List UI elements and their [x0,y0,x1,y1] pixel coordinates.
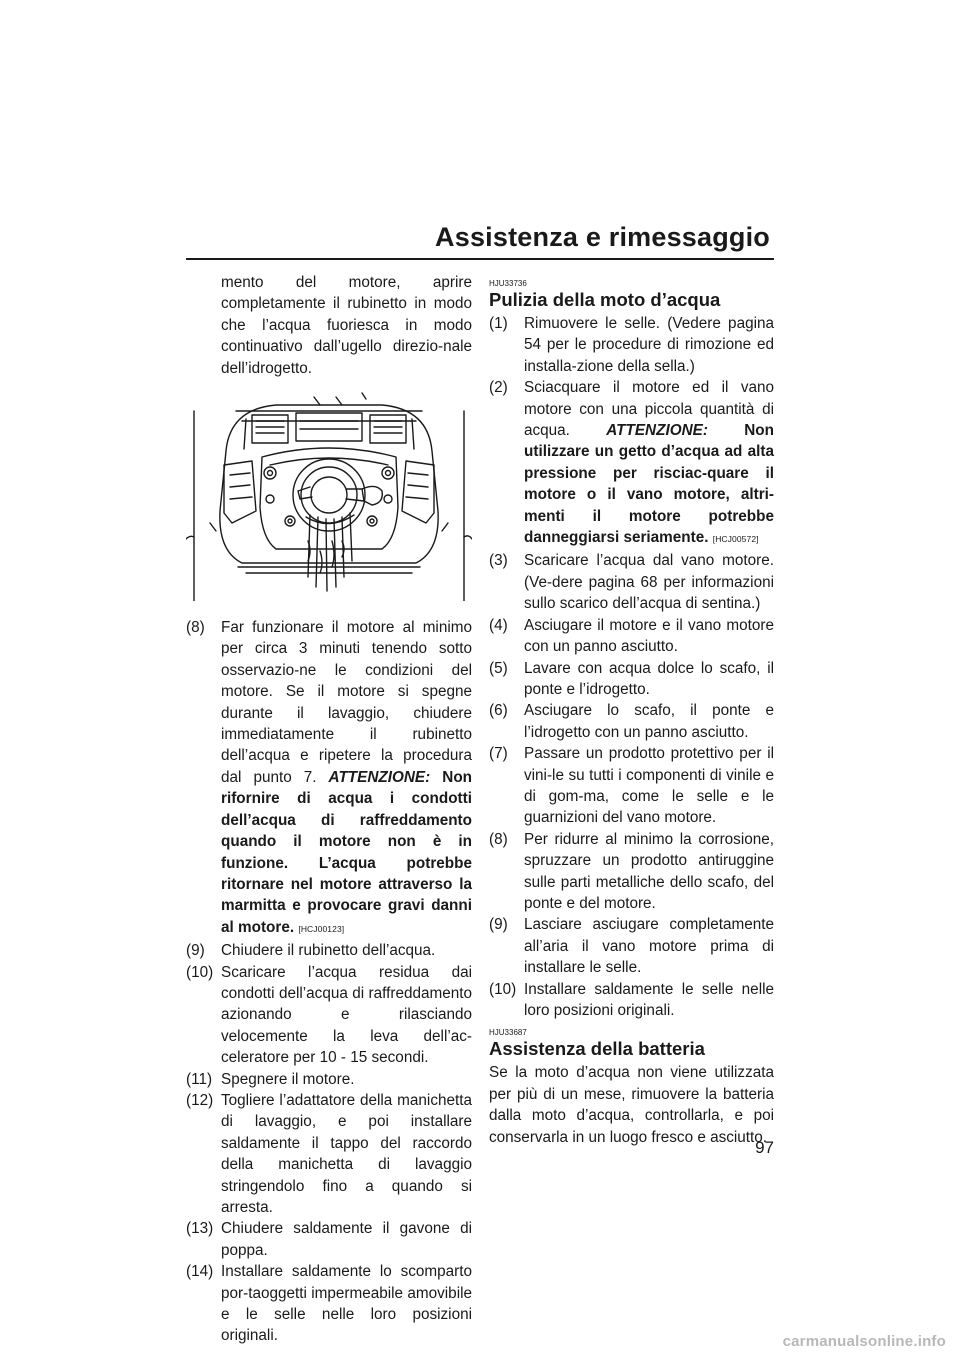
step-text: Scaricare l’acqua dal vano motore. (Ve-dere pagina 68 per informazioni sullo scarico dell’acqua di sentina.) [524,552,774,613]
clean-step-3 [489,550,774,614]
step-12 [186,1090,472,1218]
step-text: Scaricare l’acqua residua dai condotti dell’acqua di raffreddamento azionando e rilasciando velocemente la leva dell’ac-celeratore per 10 - 15 secondi. [221,963,472,1067]
step-number: (10) [489,980,517,998]
step-text: Asciugare il motore e il vano motore con un panno asciutto. [524,616,774,656]
step-number: (8) [489,830,508,848]
step-text: Per ridurre al minimo la corrosione, spruzzare un prodotto antiruggine sulle parti metalliche dello scafo, del ponte e del motore. [524,830,774,912]
step-13 [186,1218,472,1261]
step-text: Rimuovere le selle. (Vedere pagina 54 per le procedure di rimozione ed installa-zione della sella.) [524,315,774,375]
step-9 [186,940,472,961]
step-number: (8) [186,619,205,637]
step-number: (14) [186,1263,214,1281]
step-text: Installare saldamente lo scomparto por-taoggetti impermeabile amovibile e le selle nelle loro posizioni originali. [221,1263,472,1345]
step-number: (13) [186,1220,214,1238]
step-text: Far funzionare il motore al minimo per circa 3 minuti tenendo sotto osservazio-ne le condizioni del motore. Se il motore si spegne durante il lavaggio, chiudere immediatamente il rubinetto dell’acqua e ripetere la procedura dal punto 7. [221,619,472,786]
step-10 [186,962,472,1069]
step-text: Chiudere il rubinetto dell’acqua. [221,942,436,960]
continuation-paragraph: mento del motore, aprire completamente il rubinetto in modo che l’acqua fuoriesca in modo continuativo dall’ugello direzio-nale dell’idrogetto. [221,274,472,377]
caution-lead: ATTENZIONE: [328,768,431,786]
jet-nozzle-flushing-illustration [186,391,472,601]
caution-text: Non rifornire di acqua i condotti dell’acqua di raffreddamento quando il motore non è in funzione. L’acqua potrebbe ritornare nel motore attraverso la marmitta e provocare gravi danni al motore. [221,768,473,936]
step-number: (9) [186,942,205,960]
caution-text: Non utilizzare un getto d’acqua ad alta pressione per risciac-quare il motore o il vano motore, altri-menti il motore potrebbe danneggiarsi seriamente. [524,422,774,547]
clean-step-7 [489,743,774,829]
step-14 [186,1261,472,1347]
section-title-battery: Assistenza della batteria [489,1038,705,1060]
step-text: Lasciare asciugare completamente all’aria il vano motore prima di installare le selle. [524,916,774,977]
step-text: Installare saldamente le selle nelle loro posizioni originali. [524,980,774,1019]
section-title-cleaning: Pulizia della moto d’acqua [489,289,721,310]
step-number: (3) [489,552,508,570]
section-code: HJU33687 [489,1028,527,1038]
page-header-title: Assistenza e rimessaggio [435,222,770,252]
clean-step-6 [489,700,774,743]
left-column [186,272,472,1347]
caution-lead: ATTENZIONE: [606,422,708,440]
right-column [489,272,774,1148]
step-text: Asciugare lo scafo, il ponte e l’idrogetto con un panno asciutto. [524,702,774,741]
step-8 [186,617,472,940]
step-text: Passare un prodotto protettivo per il vini-le su tutti i componenti di vinile e di gom-ma, come le selle e le guarnizioni del vano motore. [524,745,774,827]
step-text: Lavare con acqua dolce lo scafo, il ponte e l’idrogetto. [524,659,774,698]
step-number: (4) [489,616,508,634]
step-text: Sciacquare il motore ed il vano motore con una piccola quantità di acqua. [524,379,774,440]
footer-watermark-url[interactable]: carmanualsonline.info [782,1333,946,1350]
step-text: Spegnere il motore. [221,1070,355,1088]
caution-ref-code: [HCJ00123] [298,923,345,934]
clean-step-4 [489,615,774,658]
step-number: (2) [489,379,508,397]
clean-step-2 [489,377,774,550]
step-number: (1) [489,315,508,332]
header-rule [186,258,774,260]
battery-paragraph: Se la moto d’acqua non viene utilizzata per più di un mese, rimuovere la batteria dalla moto d’acqua, controllarla, e poi conservarla in un luogo fresco e asciutto. [489,1064,774,1146]
step-number: (5) [489,659,508,677]
page-number: 97 [755,1138,774,1157]
step-number: (10) [186,963,214,981]
clean-step-5 [489,658,774,701]
caution-ref-code: [HCJ00572] [712,534,759,545]
step-11 [186,1069,472,1090]
section-code: HJU33736 [489,279,527,288]
step-number: (7) [489,745,508,763]
clean-step-1 [489,313,774,377]
clean-step-10 [489,979,774,1022]
step-text: Chiudere saldamente il gavone di poppa. [221,1220,472,1259]
clean-step-8 [489,829,774,915]
step-number: (12) [186,1091,214,1109]
step-number: (11) [186,1070,213,1088]
clean-step-9 [489,914,774,978]
step-number: (9) [489,916,508,934]
step-number: (6) [489,702,508,720]
step-text: Togliere l’adattatore della manichetta di lavaggio, e poi installare saldamente il tappo del raccordo della manichetta di lavaggio stringendolo fino a quando si arresta. [221,1091,472,1216]
